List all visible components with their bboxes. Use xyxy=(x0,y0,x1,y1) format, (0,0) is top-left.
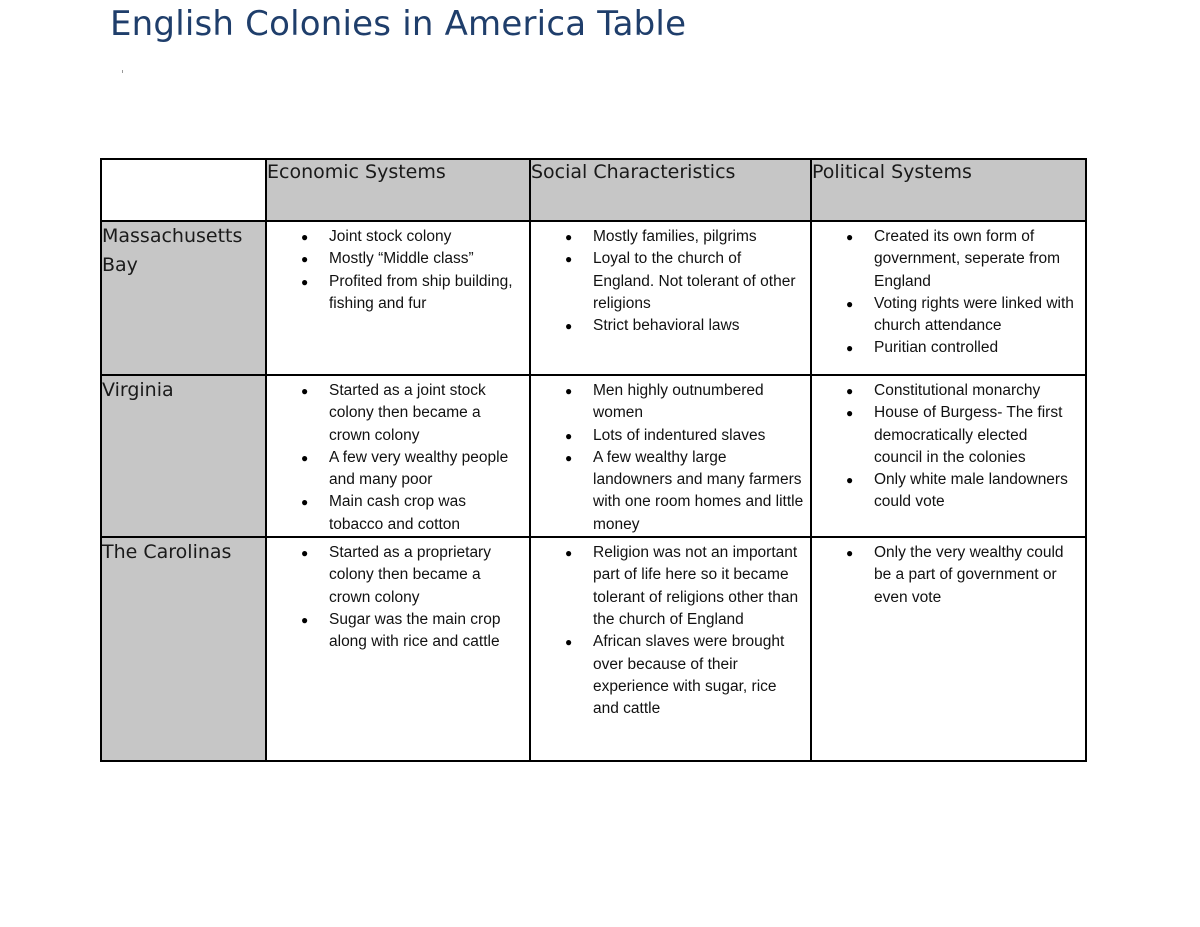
political-list xyxy=(812,538,1085,609)
header-row xyxy=(101,159,1086,221)
list-item: ● A few wealthy large landowners and many farmers with one room homes and little money xyxy=(593,447,804,536)
colony-name-massachusetts-bay: Massachusetts Bay xyxy=(101,221,266,375)
list-item: ● Men highly outnumbered women xyxy=(593,380,804,425)
list-item: ● Strict behavioral laws xyxy=(593,315,804,337)
list-item: ● Profited from ship building, fishing and fur xyxy=(329,271,523,316)
economic-list xyxy=(267,222,529,315)
list-item: ● House of Burgess- The first democratically elected council in the colonies xyxy=(874,402,1079,469)
social-cell xyxy=(530,221,811,375)
list-item: ● Started as a proprietary colony then became a crown colony xyxy=(329,542,523,609)
table-row xyxy=(101,221,1086,375)
economic-list xyxy=(267,538,529,653)
stray-mark xyxy=(122,70,123,73)
list-item: ● Religion was not an important part of life here so it became tolerant of religions other than the church of England xyxy=(593,542,804,631)
list-item: ● Puritian controlled xyxy=(874,337,1079,359)
list-item: ● Started as a joint stock colony then became a crown colony xyxy=(329,380,523,447)
economic-cell xyxy=(266,375,530,537)
list-item: ● Only the very wealthy could be a part of government or even vote xyxy=(874,542,1079,609)
list-item: ● African slaves were brought over because of their experience with sugar, rice and cattle xyxy=(593,631,804,720)
social-list xyxy=(531,222,810,337)
economic-cell xyxy=(266,537,530,761)
list-item: ● Only white male landowners could vote xyxy=(874,469,1079,514)
political-cell xyxy=(811,375,1086,537)
economic-systems-header: Economic Systems xyxy=(266,159,530,221)
social-list xyxy=(531,538,810,720)
political-cell xyxy=(811,221,1086,375)
table-row xyxy=(101,537,1086,761)
social-list xyxy=(531,376,810,536)
economic-cell xyxy=(266,221,530,375)
document-title: English Colonies in America Table xyxy=(110,4,687,44)
table-row xyxy=(101,375,1086,537)
social-cell xyxy=(530,537,811,761)
social-cell xyxy=(530,375,811,537)
list-item: ● Lots of indentured slaves xyxy=(593,425,804,447)
colony-name-the-carolinas: The Carolinas xyxy=(101,537,266,761)
colonies-table xyxy=(100,158,1087,762)
political-systems-header: Political Systems xyxy=(811,159,1086,221)
list-item: ● Joint stock colony xyxy=(329,226,523,248)
corner-header-cell xyxy=(101,159,266,221)
list-item: ● Main cash crop was tobacco and cotton xyxy=(329,491,523,536)
political-cell xyxy=(811,537,1086,761)
list-item: ● Mostly “Middle class” xyxy=(329,248,523,270)
list-item: ● Sugar was the main crop along with rice and cattle xyxy=(329,609,523,654)
list-item: ● A few very wealthy people and many poor xyxy=(329,447,523,492)
list-item: ● Voting rights were linked with church attendance xyxy=(874,293,1079,338)
list-item: ● Loyal to the church of England. Not tolerant of other religions xyxy=(593,248,804,315)
economic-list xyxy=(267,376,529,536)
political-list xyxy=(812,222,1085,360)
list-item: ● Created its own form of government, seperate from England xyxy=(874,226,1079,293)
list-item: ● Constitutional monarchy xyxy=(874,380,1079,402)
political-list xyxy=(812,376,1085,514)
social-characteristics-header: Social Characteristics xyxy=(530,159,811,221)
colony-name-virginia: Virginia xyxy=(101,375,266,537)
list-item: ● Mostly families, pilgrims xyxy=(593,226,804,248)
